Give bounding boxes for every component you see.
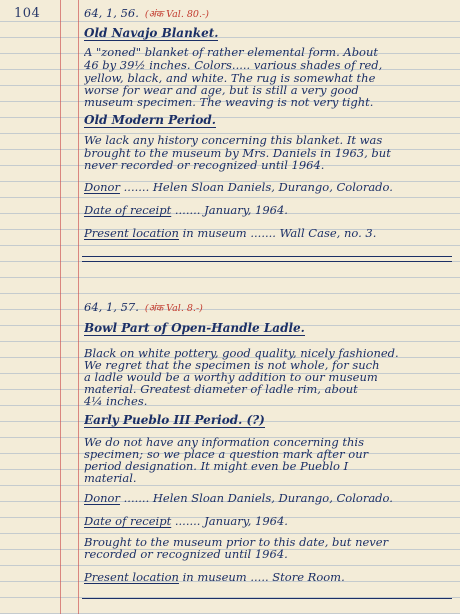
donor-label: Donor bbox=[84, 180, 120, 194]
location-line bbox=[84, 226, 450, 240]
receipt-value: January, 1964. bbox=[204, 203, 288, 217]
register-value: (अंक Val. 80.-) bbox=[144, 9, 209, 20]
location-value: in museum ..... Store Room. bbox=[182, 570, 345, 584]
entry-title: Old Navajo Blanket. bbox=[84, 26, 219, 40]
history-line: material. bbox=[84, 471, 137, 485]
accession-number: 64, 1, 57. bbox=[84, 300, 139, 314]
history-line: We lack any history concerning this blanket. It was bbox=[84, 133, 383, 147]
history-line: period designation. It might even be Pueblo I bbox=[84, 459, 349, 473]
donor-line: Donor ....... Helen Sloan Daniels, Durango, Colorado. bbox=[84, 491, 393, 505]
donor-value: Helen Sloan Daniels, Durango, Colorado. bbox=[152, 491, 393, 505]
accession-line bbox=[84, 300, 450, 314]
accession-line bbox=[84, 6, 450, 20]
description-line: worse for wear and age, but is still a very good bbox=[84, 83, 359, 97]
register-value: (अंक Val. 8.-) bbox=[144, 303, 203, 314]
accession-number: 64, 1, 56. bbox=[84, 6, 139, 20]
receipt-line: Date of receipt ....... January, 1964. bbox=[84, 514, 288, 528]
bottom-rule bbox=[82, 598, 452, 599]
margin-rule-inner bbox=[78, 0, 79, 614]
receipt-note-line: recorded or recognized until 1964. bbox=[84, 547, 288, 561]
location-label: Present location bbox=[84, 226, 179, 240]
entry-title: Bowl Part of Open-Handle Ladle. bbox=[84, 321, 305, 335]
description-line: a ladle would be a worthy addition to our museum bbox=[84, 370, 378, 384]
description-line: We regret that the specimen is not whole, for such bbox=[84, 358, 380, 372]
entry-separator-rule bbox=[82, 256, 452, 262]
donor-line: Donor ....... Helen Sloan Daniels, Durango, Colorado. bbox=[84, 180, 393, 194]
donor-label: Donor bbox=[84, 491, 120, 505]
description-line: Black on white pottery, good quality, nicely fashioned. bbox=[84, 346, 399, 360]
receipt-label: Date of receipt bbox=[84, 514, 172, 528]
history-line: specimen; so we place a question mark after our bbox=[84, 447, 369, 461]
period-heading: Old Modern Period. bbox=[84, 113, 216, 127]
description-line: yellow, black, and white. The rug is somewhat the bbox=[84, 71, 376, 85]
description-line: museum specimen. The weaving is not very tight. bbox=[84, 95, 374, 109]
description-line: 4¼ inches. bbox=[84, 394, 148, 408]
location-line bbox=[84, 570, 450, 584]
receipt-line: Date of receipt ....... January, 1964. bbox=[84, 203, 288, 217]
location-label: Present location bbox=[84, 570, 179, 584]
period-heading: Early Pueblo III Period. (?) bbox=[84, 413, 265, 427]
description-line: A "zoned" blanket of rather elemental form. About bbox=[84, 45, 379, 59]
donor-value: Helen Sloan Daniels, Durango, Colorado. bbox=[152, 180, 393, 194]
margin-rule-outer bbox=[60, 0, 61, 614]
receipt-note-line: Brought to the museum prior to this date, but never bbox=[84, 535, 389, 549]
description-line: material. Greatest diameter of ladle rim, about bbox=[84, 382, 358, 396]
history-line: never recorded or recognized until 1964. bbox=[84, 158, 325, 172]
location-value: in museum ....... Wall Case, no. 3. bbox=[182, 226, 377, 240]
description-line: 46 by 39½ inches. Colors..... various shades of red, bbox=[84, 58, 383, 72]
receipt-label: Date of receipt bbox=[84, 203, 172, 217]
history-line: We do not have any information concerning this bbox=[84, 435, 364, 449]
receipt-value: January, 1964. bbox=[204, 514, 288, 528]
page-number: 104 bbox=[14, 6, 41, 21]
history-line: brought to the museum by Mrs. Daniels in 1963, but bbox=[84, 146, 391, 160]
